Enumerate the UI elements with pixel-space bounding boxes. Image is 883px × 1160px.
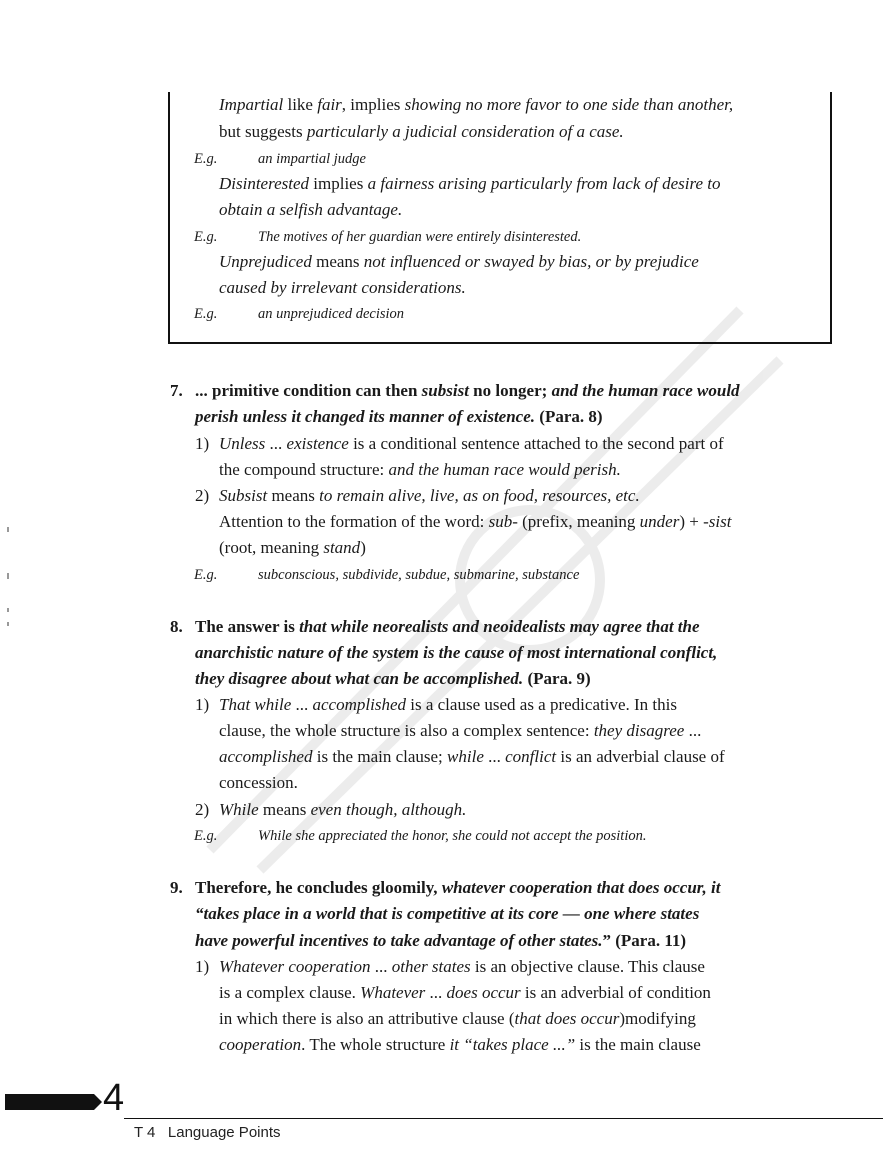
- item-8-number: 8.: [170, 617, 183, 636]
- item-8-heading-line1: The answer is that while neorealists and neoidealists may agree that the: [195, 617, 700, 636]
- scan-mark: [7, 608, 9, 612]
- impartial-line2: but suggests particularly a judicial consideration of a case.: [219, 122, 624, 141]
- unprejudiced-line1: Unprejudiced means not influenced or swayed by bias, or by prejudice: [219, 252, 699, 271]
- footer-rule: [124, 1118, 883, 1119]
- item-7-number: 7.: [170, 381, 183, 400]
- term-unprejudiced: Unprejudiced: [219, 252, 312, 271]
- item-7-heading-line1: ... primitive condition can then subsist no longer; and the human race would: [195, 381, 740, 400]
- item-7-point-2-line2: Attention to the formation of the word: sub- (prefix, meaning under) + -sist: [219, 512, 732, 531]
- item-9-point-1-number: 1): [195, 957, 210, 976]
- footer-bar: [5, 1094, 94, 1110]
- item-8-example: E.g. While she appreciated the honor, she could not accept the position.: [194, 828, 647, 844]
- impartial-line1: Impartial like fair, implies showing no more favor to one side than another,: [219, 95, 734, 114]
- item-9-point-1-line4: cooperation. The whole structure it “takes place ...” is the main clause: [219, 1035, 701, 1054]
- item-9-point-1-line3: in which there is also an attributive clause (that does occur)modifying: [219, 1009, 696, 1028]
- example-impartial: E.g. an impartial judge: [194, 151, 366, 167]
- term-impartial: Impartial: [219, 95, 284, 114]
- scan-mark: [7, 622, 9, 626]
- item-8-heading-line2: anarchistic nature of the system is the cause of most international conflict,: [195, 643, 718, 662]
- item-7-example: E.g. subconscious, subdivide, subdue, submarine, substance: [194, 567, 580, 583]
- item-8-point-1-number: 1): [195, 695, 210, 714]
- footer-arrow-icon: [94, 1094, 102, 1110]
- footer-section-label: T 4 Language Points: [134, 1124, 281, 1141]
- example-disinterested: E.g. The motives of her guardian were entirely disinterested.: [194, 229, 582, 245]
- unprejudiced-line2: caused by irrelevant considerations.: [219, 278, 466, 297]
- item-7-point-2-line3: (root, meaning stand): [219, 538, 366, 557]
- item-8-heading-line3: they disagree about what can be accomplished. (Para. 9): [195, 669, 591, 688]
- item-9-number: 9.: [170, 878, 183, 897]
- item-9-heading-line2: “takes place in a world that is competitive at its core — one where states: [195, 904, 700, 923]
- disinterested-line2: obtain a selfish advantage.: [219, 200, 403, 219]
- item-8-point-2-number: 2): [195, 800, 210, 819]
- scan-mark: [7, 573, 9, 579]
- scan-mark: [7, 527, 9, 532]
- example-unprejudiced: E.g. an unprejudiced decision: [194, 306, 405, 322]
- item-9-point-1-line2: is a complex clause. Whatever ... does occur is an adverbial of condition: [219, 983, 711, 1002]
- item-8-point-1-line2: clause, the whole structure is also a complex sentence: they disagree ...: [219, 721, 702, 740]
- item-9-point-1-line1: Whatever cooperation ... other states is an objective clause. This clause: [219, 957, 705, 976]
- disinterested-line1: Disinterested implies a fairness arising particularly from lack of desire to: [219, 174, 721, 193]
- item-8-point-1-line4: concession.: [219, 773, 298, 792]
- item-7-point-1-number: 1): [195, 434, 210, 453]
- item-7-point-2-line1: Subsist means to remain alive, live, as on food, resources, etc.: [219, 486, 640, 505]
- item-9-heading-line1: Therefore, he concludes gloomily, whatever cooperation that does occur, it: [195, 878, 721, 897]
- item-8-point-1-line1: That while ... accomplished is a clause used as a predicative. In this: [219, 695, 677, 714]
- item-7-point-1-line1: Unless ... existence is a conditional sentence attached to the second part of: [219, 434, 724, 453]
- item-7-heading-line2: perish unless it changed its manner of existence. (Para. 8): [195, 407, 603, 426]
- item-8-point-1-line3: accomplished is the main clause; while ... conflict is an adverbial clause of: [219, 747, 725, 766]
- item-8-point-2-line1: While means even though, although.: [219, 800, 467, 819]
- term-disinterested: Disinterested: [219, 174, 310, 193]
- item-7-point-2-number: 2): [195, 486, 210, 505]
- item-9-heading-line3: have powerful incentives to take advantage of other states.” (Para. 11): [195, 931, 687, 950]
- item-7-point-1-line2: the compound structure: and the human race would perish.: [219, 460, 621, 479]
- page-number: 4: [103, 1077, 125, 1119]
